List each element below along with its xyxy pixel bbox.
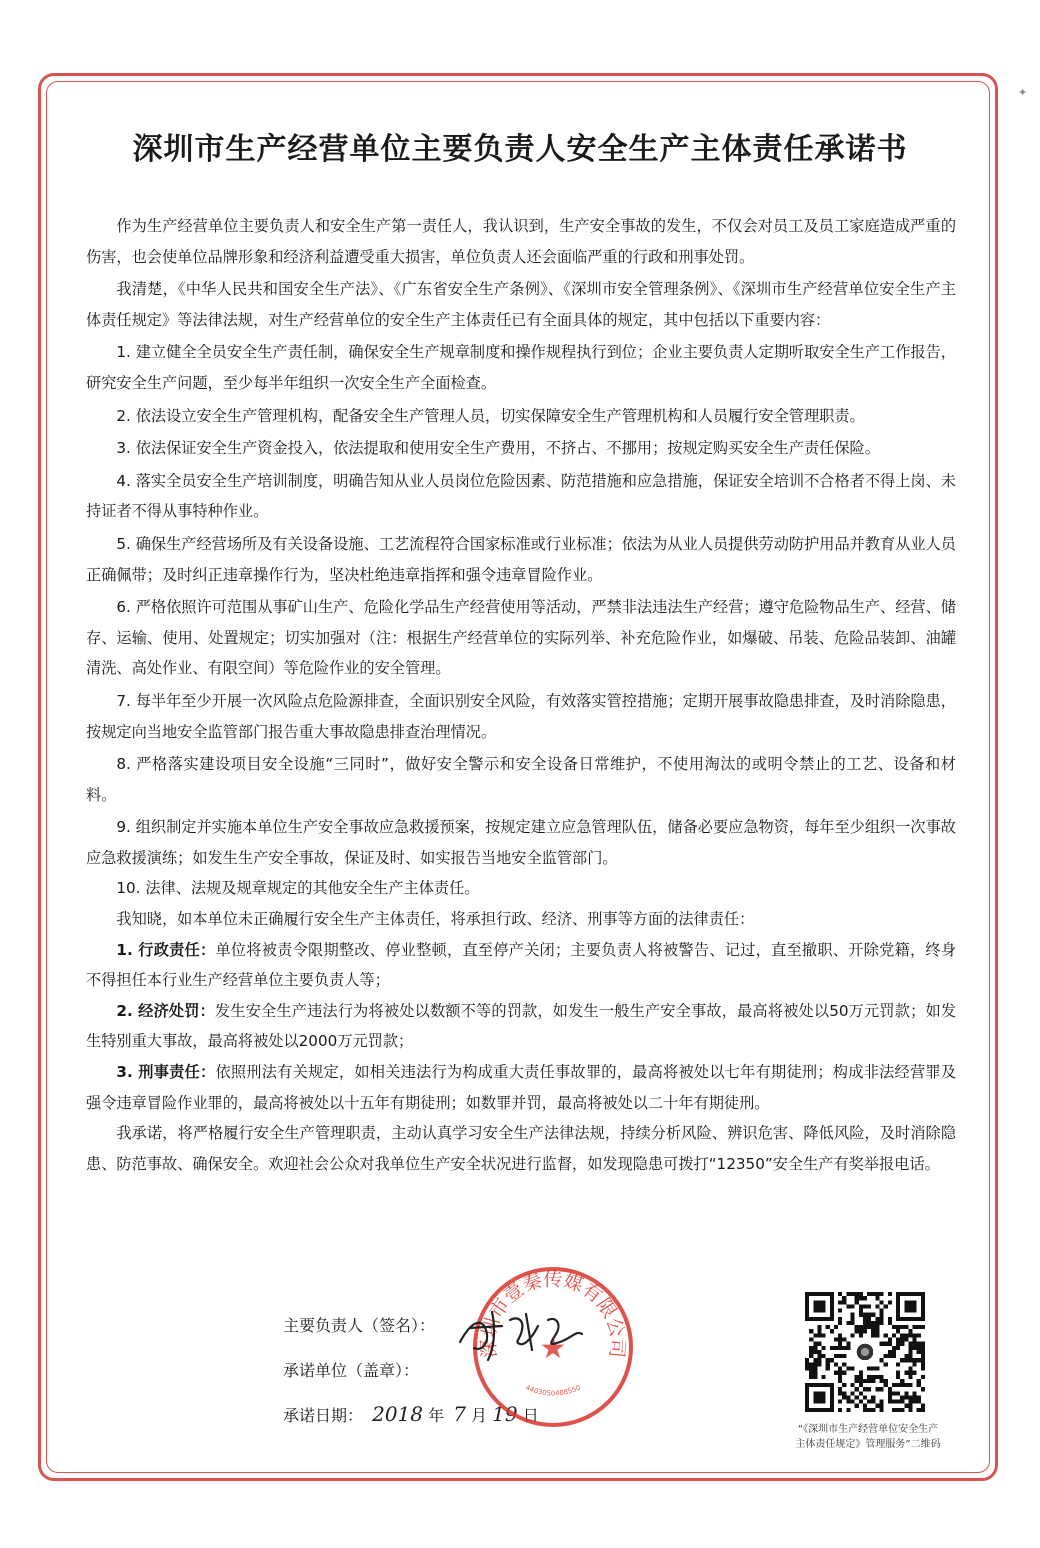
- qr-code: [805, 1292, 925, 1412]
- clause-1: 1. 建立健全全员安全生产责任制，确保安全生产规章制度和操作规程执行到位；企业主要负责人定期听取安全生产工作报告，研究安全生产问题，至少每半年组织一次安全生产全面检查。: [86, 343, 956, 392]
- clause-6: 6. 严格依照许可范围从事矿山生产、危险化学品生产经营使用等活动，严禁非法违法生产经营；遵守危险物品生产、经营、储存、运输、使用、处置规定；切实加强对（注：根据生产经营单位的实际列举、补充危险作业，如爆破、吊装、危险品装卸、油罐清洗、高处作业、有限空间）等危险作业的安全管理。: [86, 598, 956, 678]
- liability-label: 3. 刑事责任：: [116, 1063, 216, 1082]
- seal-text: 深圳市壹秦传媒有限公司: [477, 1268, 629, 1359]
- date-label: 承诺日期：: [283, 1406, 364, 1425]
- qr-caption-line: 主体责任规定》管理服务”二维码: [795, 1439, 941, 1450]
- paragraph-closing: 我承诺，将严格履行安全生产管理职责，主动认真学习安全生产法律法规，持续分析风险、辨识危害、降低风险，及时消除隐患、防范事故、确保安全。欢迎社会公众对我单位生产安全状况进行监督，如发现隐患可拨打“12350”安全生产有奖举报电话。: [86, 1124, 956, 1173]
- date-year-suffix: 年: [428, 1406, 445, 1425]
- clause-7: 7. 每半年至少开展一次风险点危险源排查，全面识别安全风险，有效落实管控措施；定期开展事故隐患排查，及时消除隐患，按规定向当地安全监管部门报告重大事故隐患排查治理情况。: [86, 691, 956, 741]
- date-day: 19: [492, 1402, 518, 1426]
- paragraph-laws: 我清楚，《中华人民共和国安全生产法》、《广东省安全生产条例》、《深圳市安全管理条例》、《深圳市生产经营单位安全生产主体责任规定》等法律法规，对生产经营单位的安全生产主体责任已有全面具体的规定，其中包括以下重要内容：: [86, 280, 956, 329]
- clause-2: 2. 依法设立安全生产管理机构，配备安全生产管理人员，切实保障安全生产管理机构和人员履行安全管理职责。: [116, 406, 865, 425]
- liability-text: 单位将被责令限期整改、停业整顿，直至停产关闭；主要负责人将被警告、记过，直至撤职、开除党籍，终身不得担任本行业生产经营单位主要负责人等；: [86, 940, 957, 990]
- liability-text: 发生安全生产违法行为将被处以数额不等的罚款，如发生一般生产安全事故，最高将被处以50万元罚款；如发生特别重大事故，最高将被处以2000万元罚款；: [86, 1001, 957, 1051]
- clause-3: 3. 依法保证安全生产资金投入，依法提取和使用安全生产费用，不挤占、不挪用；按规定购买安全生产责任保险。: [116, 439, 880, 458]
- document-title: 深圳市生产经营单位主要负责人安全生产主体责任承诺书: [132, 132, 908, 167]
- liability-criminal: [86, 1057, 956, 1118]
- qr-caption-line: “《深圳市生产经营单位安全生产: [797, 1424, 939, 1435]
- date-day-suffix: 日: [522, 1406, 539, 1425]
- seal-star-icon: ★: [539, 1331, 567, 1366]
- liability-administrative: [86, 935, 956, 996]
- document-body: [86, 211, 956, 1179]
- liability-economic: [86, 996, 956, 1057]
- clause-9: 9. 组织制定并实施本单位生产安全事故应急救援预案，按规定建立应急管理队伍，储备必要应急物资，每年至少组织一次事故应急救援演练；如发生生产安全事故，保证及时、如实报告当地安全监管部门。: [86, 818, 956, 867]
- clause-8: 8. 严格落实建设项目安全设施“三同时”，做好安全警示和安全设备日常维护，不使用淘汰的或明令禁止的工艺、设备和材料。: [86, 755, 956, 804]
- qr-caption: [778, 1422, 958, 1452]
- date-month: 7: [453, 1402, 466, 1426]
- head-signature-label: 主要负责人（签名）：: [283, 1316, 436, 1335]
- unit-stamp-label: 承诺单位（盖章）：: [283, 1361, 420, 1380]
- clause-10: 10. 法律、法规及规章规定的其他安全生产主体责任。: [116, 879, 480, 898]
- liability-label: 2. 经济处罚：: [116, 1001, 215, 1020]
- clause-4: 4. 落实全员安全生产培训制度，明确告知从业人员岗位危险因素、防范措施和应急措施，保证安全培训不合格者不得上岗、未持证者不得从事特种作业。: [86, 471, 956, 521]
- paragraph-liability-intro: 我知晓，如本单位未正确履行安全生产主体责任，将承担行政、经济、刑事等方面的法律责任：: [116, 910, 755, 929]
- date-month-suffix: 月: [471, 1406, 488, 1425]
- paragraph-intro: 作为生产经营单位主要负责人和安全生产第一责任人，我认识到，生产安全事故的发生，不仅会对员工及员工家庭造成严重的伤害，也会使单位品牌形象和经济利益遭受重大损害，单位负责人还会面临严重的行政和刑事处罚。: [86, 217, 956, 266]
- date-year: 2018: [372, 1402, 424, 1426]
- clause-5: 5. 确保生产经营场所及有关设备设施、工艺流程符合国家标准或行业标准；依法为从业人员提供劳动防护用品并教育从业人员正确佩带；及时纠正违章操作行为，坚决杜绝违章指挥和强令违章冒险作业。: [86, 534, 956, 584]
- liability-text: 依照刑法有关规定，如相关违法行为构成重大责任事故罪的，最高将被处以七年有期徒刑；构成非法经营罪及强令违章冒险作业罪的，最高将被处以十五年有期徒刑；如数罪并罚，最高将被处以二十年有期徒刑。: [86, 1063, 957, 1112]
- corner-mark: ✦: [1018, 86, 1028, 99]
- handwritten-signature: [452, 1290, 592, 1370]
- liability-label: 1. 行政责任：: [116, 940, 216, 959]
- seal-number: 4403050488550: [524, 1383, 582, 1398]
